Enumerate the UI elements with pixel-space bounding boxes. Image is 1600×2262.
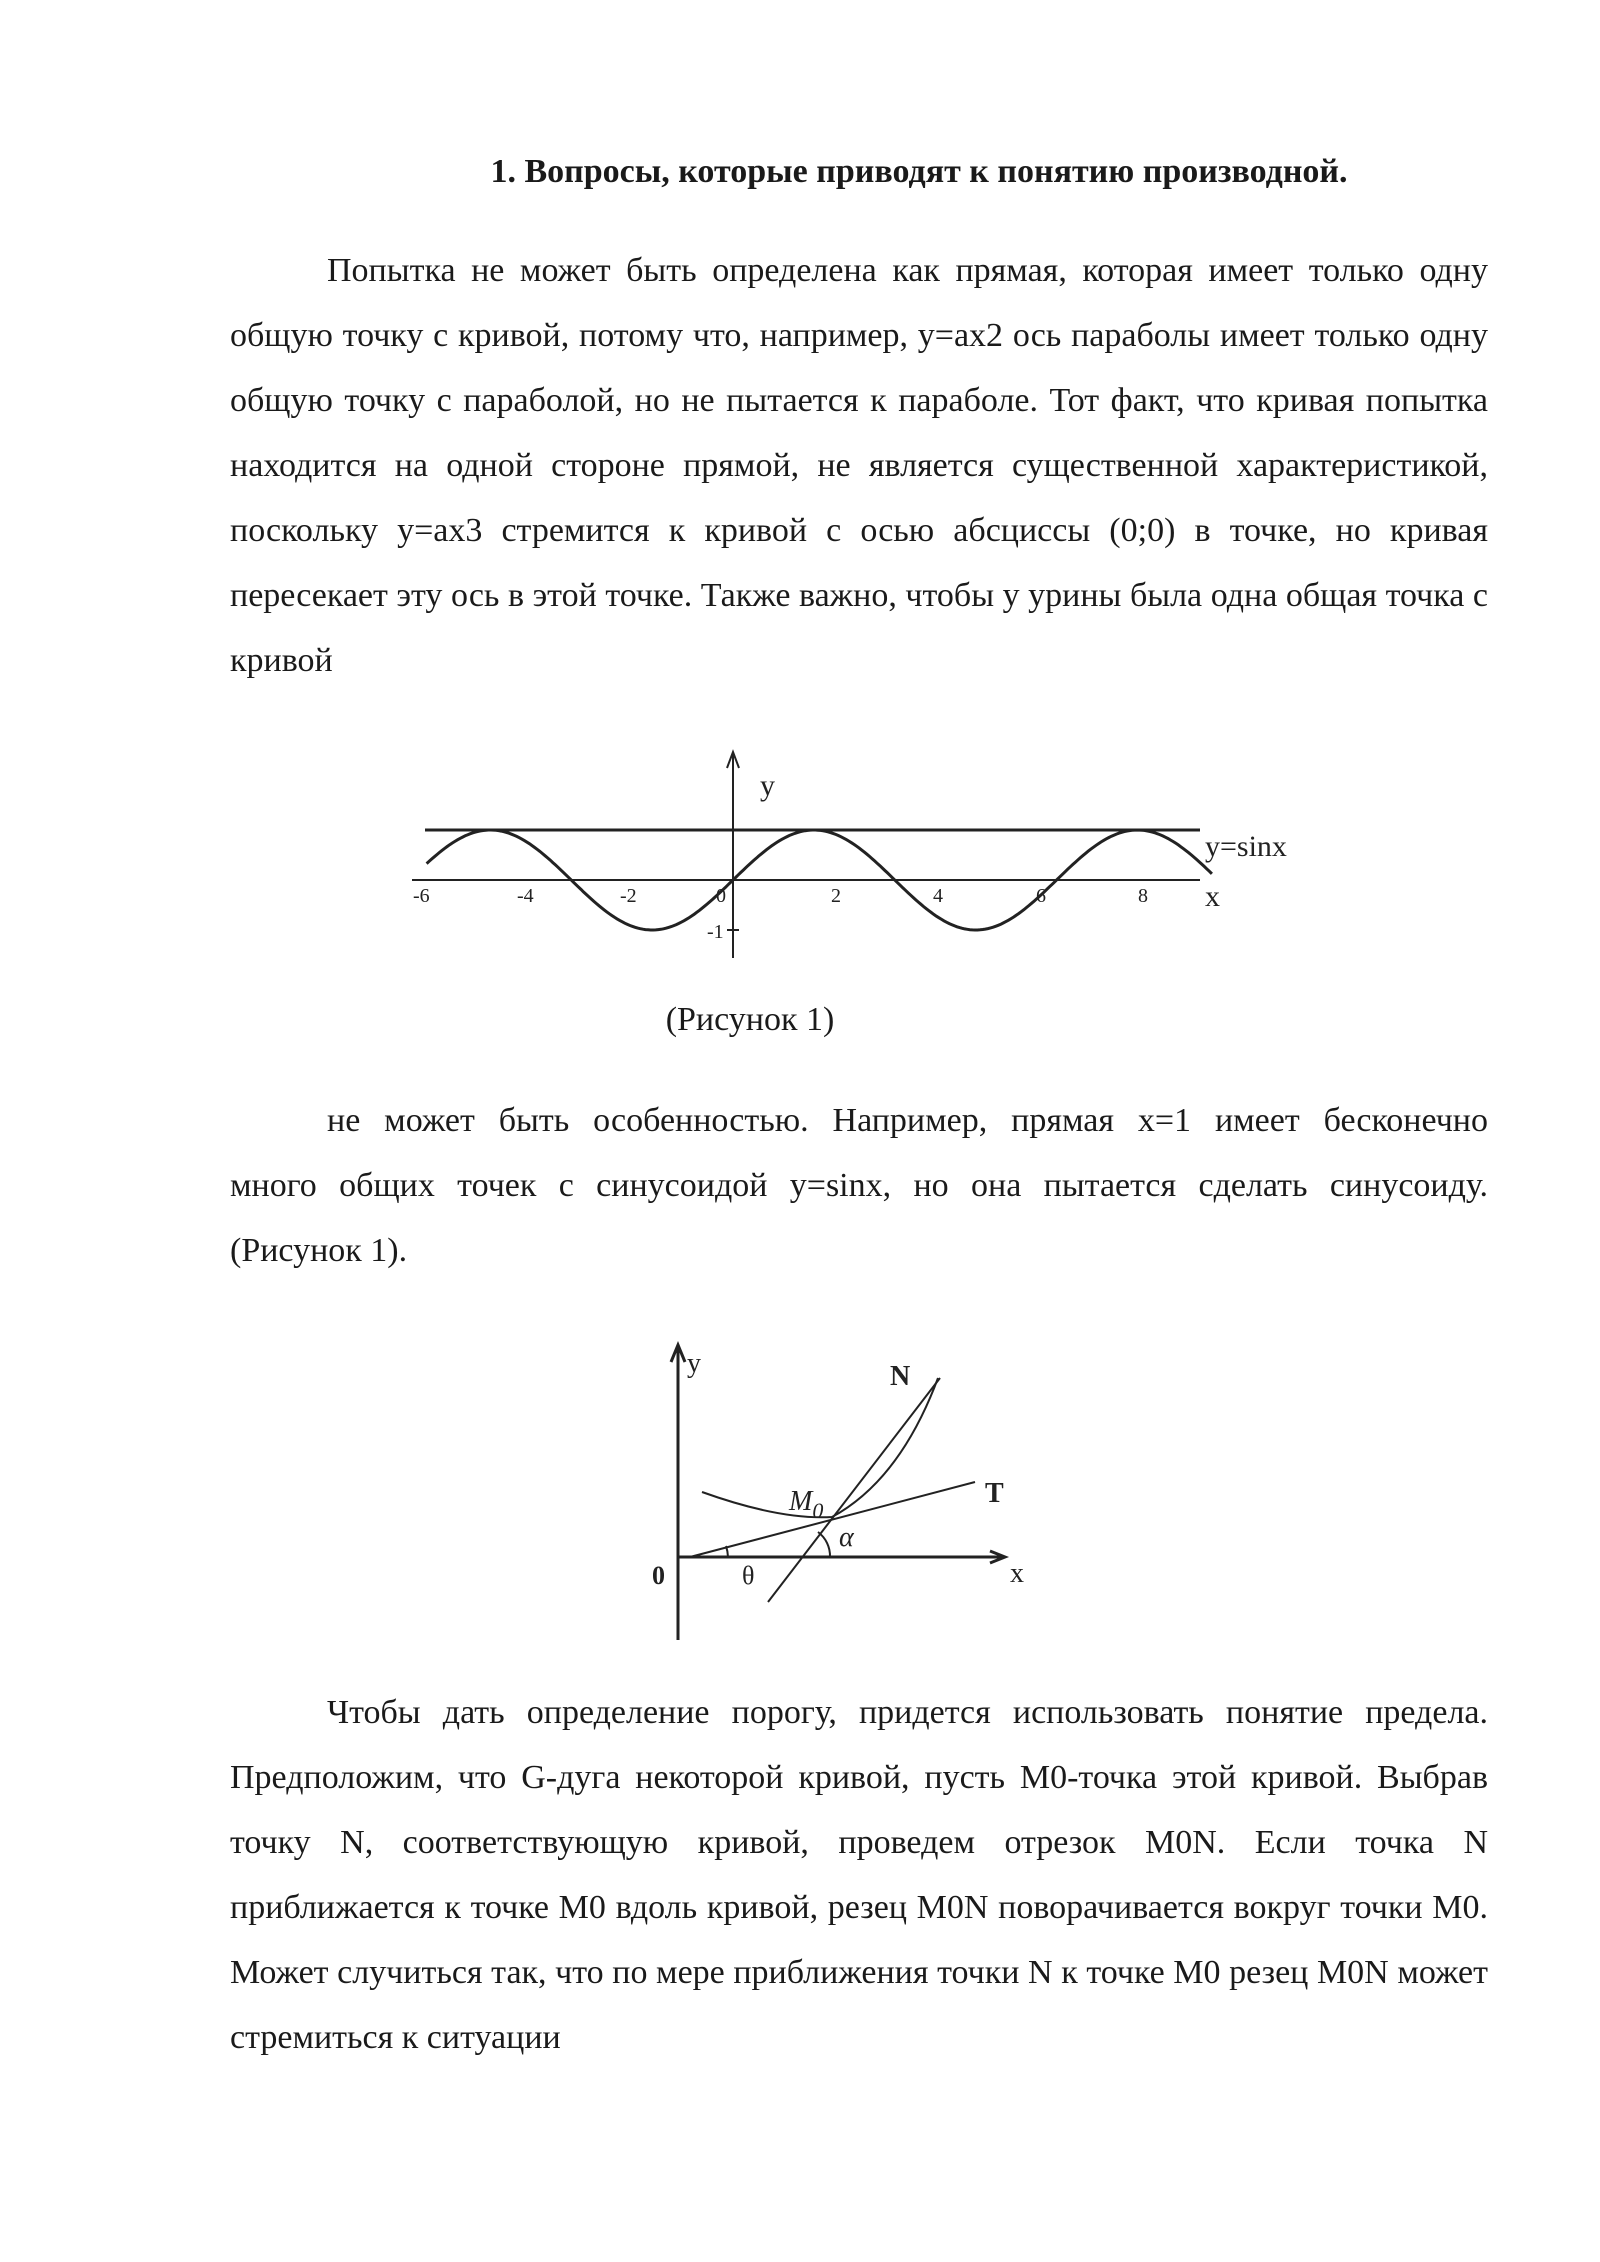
fig1-curve-label: y=sinx — [1205, 830, 1287, 863]
fig2-tangent-line — [690, 1482, 975, 1557]
paragraph-1: Попытка не может быть определена как прямая, которая имеет только одну общую точку с кривой, потому что, например, y=ax2 ось параболы имеет только одну общую точку с параболой, но не пытается к параболе. Тот факт, что кривая попытка находится на одной стороне прямой, не является существенной характеристикой, поскольку y=ax3 стремится к кривой с осью абсциссы (0;0) в точке, но кривая пересекает эту ось в этой точке. Также важно, чтобы у урины была одна общая точка с кривой — [230, 252, 1488, 679]
section-heading: 1. Вопросы, которые приводят к понятию производной. — [490, 153, 1348, 190]
fig2-angle-alpha-arc — [818, 1532, 830, 1557]
fig1-x-tick: 8 — [1138, 885, 1148, 907]
fig2-point-n-label: N — [890, 1361, 911, 1392]
paragraph-2-line-1: не может быть особенностью. Например, прямая x=1 имеет бесконечно — [327, 1102, 1488, 1139]
fig2-angle-theta-label: θ — [742, 1561, 755, 1590]
fig1-x-tick: 2 — [831, 885, 841, 907]
fig1-x-tick: 4 — [933, 885, 943, 907]
fig2-secant-line — [768, 1378, 940, 1602]
fig2-angle-theta-arc — [726, 1546, 728, 1557]
fig2-x-label: x — [1010, 1558, 1024, 1589]
fig1-x-tick: 6 — [1036, 885, 1046, 907]
paragraph-3: Чтобы дать определение порогу, придется использовать понятие предела. Предположим, что G-дуга некоторой кривой, пусть M0-точка этой кривой. Выбрав точку N, соответствующую кривой, проведем отрезок M0N. Если точка N приближается к точке M0 вдоль кривой, резец M0N поворачивается вокруг точки M0. Может случиться так, что по мере приближения точки N к точке M0 резец M0N может стремиться к ситуации — [230, 1694, 1488, 2056]
fig2-y-label: y — [687, 1348, 701, 1379]
fig1-y-arrow — [727, 752, 739, 768]
fig2-y-arrow — [671, 1345, 685, 1362]
fig2-x-arrow — [990, 1551, 1005, 1563]
fig1-x-tick: -2 — [620, 885, 637, 907]
fig1-x-tick: -4 — [517, 885, 534, 907]
fig2-angle-alpha-label: α — [839, 1522, 854, 1553]
fig2-curve — [702, 1378, 938, 1517]
figure-2-tangent-graph — [671, 1345, 1005, 1640]
fig1-x-tick: -6 — [413, 885, 430, 907]
fig1-sine-curve — [427, 830, 1212, 930]
figure-1-caption: (Рисунок 1) — [665, 1001, 835, 1038]
fig2-origin-label: 0 — [652, 1561, 665, 1590]
paragraph-2-rest: много общих точек с синусоидой y=sinx, но она пытается сделать синусоиду. (Рисунок 1). — [230, 1167, 1488, 1269]
fig2-tangent-label: T — [985, 1478, 1004, 1509]
fig1-y-label: y — [760, 769, 775, 802]
fig1-x-tick: 0 — [716, 885, 726, 907]
fig1-x-label: x — [1205, 880, 1220, 913]
fig2-point-m-label: $M_0$ — [789, 1486, 824, 1523]
paragraph-2 — [230, 1088, 1488, 1283]
fig1-y-tick-label: -1 — [707, 921, 724, 943]
